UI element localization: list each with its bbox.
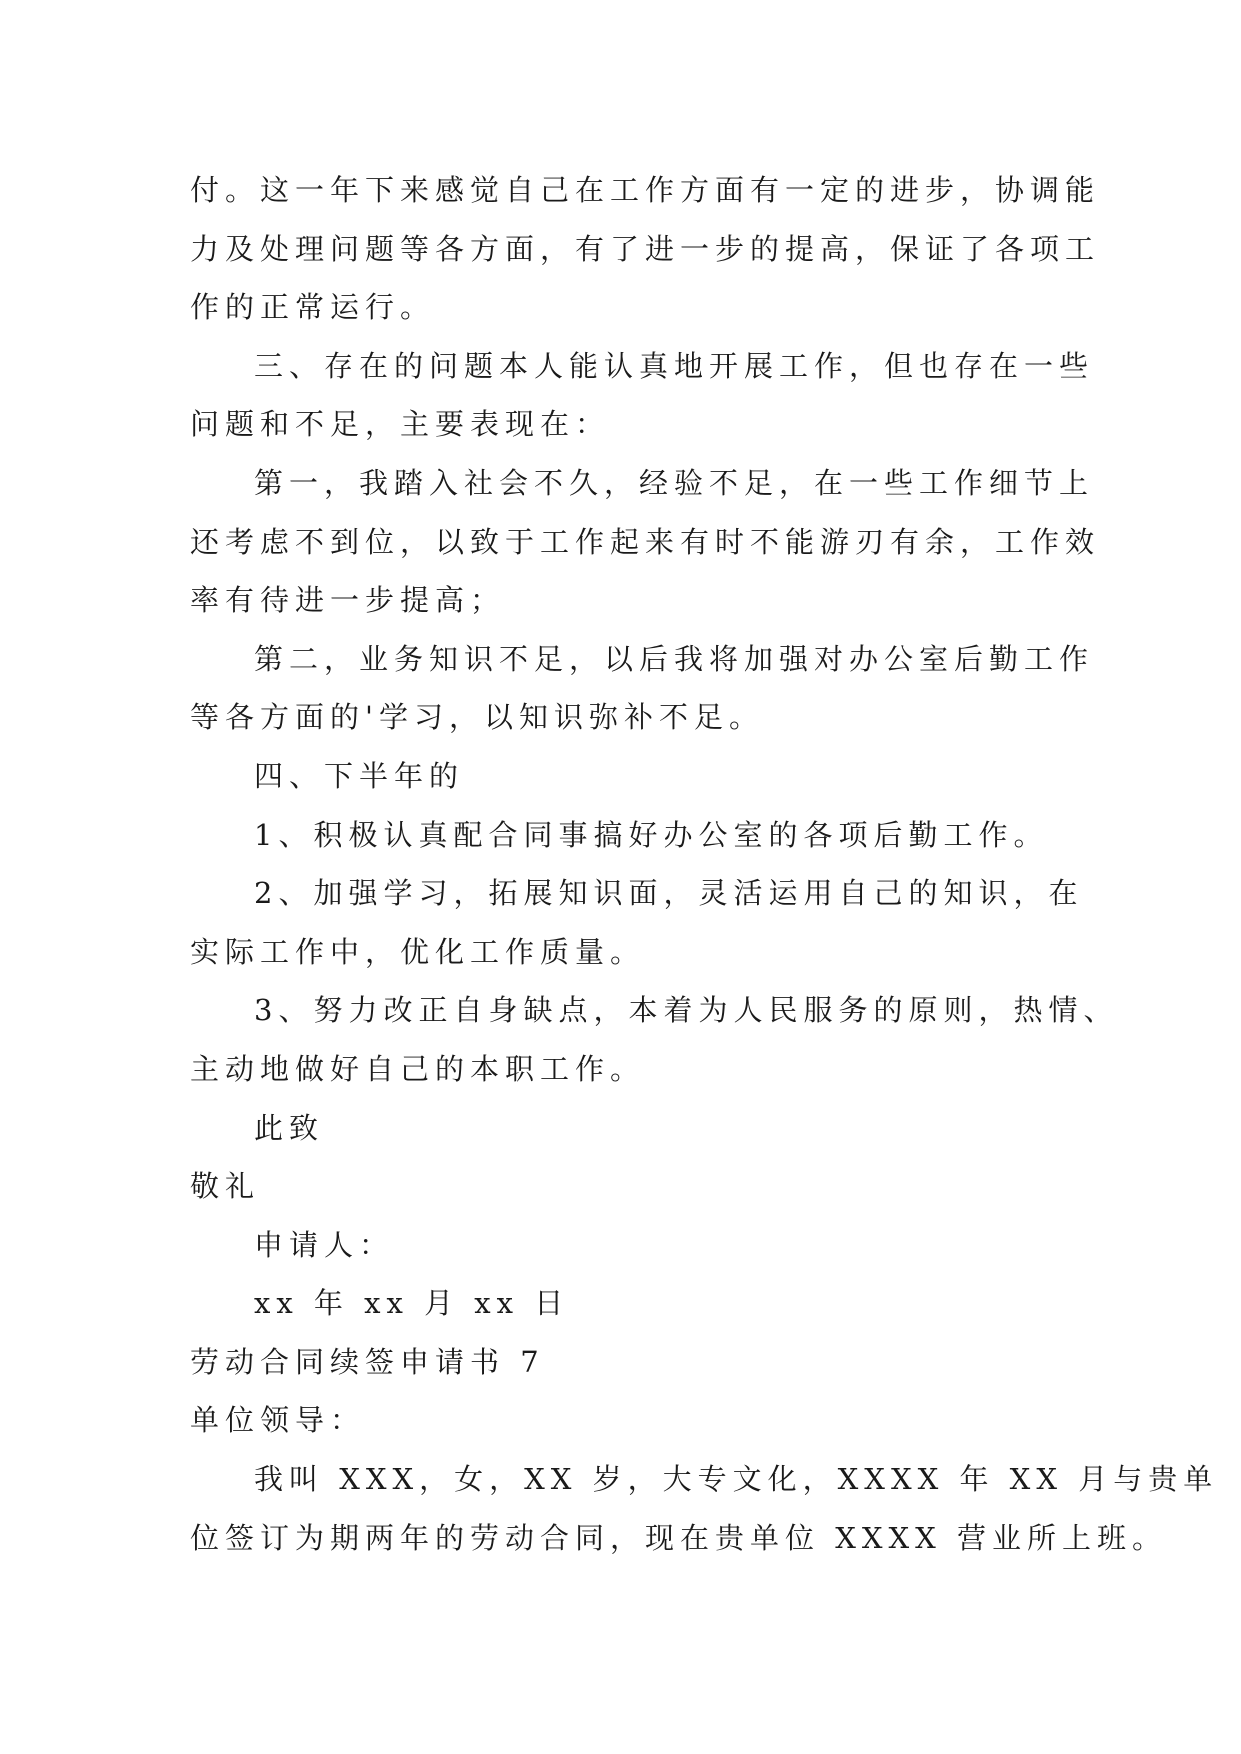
paragraph-p11 <box>190 1216 1070 1275</box>
text-line: 率有待进一步提高； <box>190 583 506 618</box>
text-line: 3、努力改正自身缺点，本着为人民服务的原则，热情、 <box>254 993 1119 1028</box>
text-line: 实际工作中，优化工作质量。 <box>190 934 646 969</box>
paragraph-p10 <box>190 1157 1070 1216</box>
paragraph-p9 <box>190 1099 1070 1158</box>
text-line: 问题和不足，主要表现在： <box>190 407 611 442</box>
text-line: 力及处理问题等各方面，有了进一步的提高，保证了各项工 <box>190 231 1101 266</box>
text-line: 作的正常运行。 <box>190 290 436 325</box>
paragraph-p8 <box>190 981 1119 1098</box>
text-line: 我叫 XXX，女，XX 岁，大专文化，XXXX 年 XX 月与贵单 <box>254 1462 1219 1497</box>
paragraph-p14 <box>190 1391 1070 1450</box>
paragraph-p13 <box>190 1333 1070 1392</box>
text-line: 1、积极认真配合同事搞好办公室的各项后勤工作。 <box>254 817 1049 852</box>
text-line: 还考虑不到位，以致于工作起来有时不能游刃有余，工作效 <box>190 524 1101 559</box>
text-line: 付。这一年下来感觉自己在工作方面有一定的进步，协调能 <box>190 173 1101 207</box>
text-line: 三、存在的问题本人能认真地开展工作，但也存在一些 <box>254 348 1095 383</box>
text-line: 第一，我踏入社会不久，经验不足，在一些工作细节上 <box>254 465 1095 500</box>
document-body <box>190 161 1219 1567</box>
text-line: 四、下半年的 <box>254 758 465 793</box>
paragraph-p1 <box>190 161 1101 337</box>
text-line: 申请人： <box>254 1227 395 1262</box>
text-line: 2、加强学习，拓展知识面，灵活运用自己的知识，在 <box>254 876 1084 911</box>
paragraph-p2 <box>190 337 1095 454</box>
paragraph-p4 <box>190 630 1095 747</box>
text-line: 等各方面的'学习，以知识弥补不足。 <box>190 700 764 735</box>
text-line: 此致 <box>254 1110 325 1145</box>
paragraph-p5 <box>190 747 1070 806</box>
text-line: 位签订为期两年的劳动合同，现在贵单位 XXXX 营业所上班。 <box>190 1520 1168 1555</box>
text-line: xx 年 xx 月 xx 日 <box>254 1286 570 1321</box>
text-line: 单位领导： <box>190 1403 366 1438</box>
paragraph-p12 <box>190 1274 1070 1333</box>
text-line: 第二，业务知识不足，以后我将加强对办公室后勤工作 <box>254 641 1095 676</box>
paragraph-p15 <box>190 1450 1219 1567</box>
text-line: 劳动合同续签申请书 7 <box>190 1344 545 1379</box>
paragraph-p3 <box>190 454 1101 630</box>
text-line: 主动地做好自己的本职工作。 <box>190 1051 646 1086</box>
paragraph-p6 <box>190 806 1070 865</box>
paragraph-p7 <box>190 864 1084 981</box>
text-line: 敬礼 <box>190 1169 261 1204</box>
